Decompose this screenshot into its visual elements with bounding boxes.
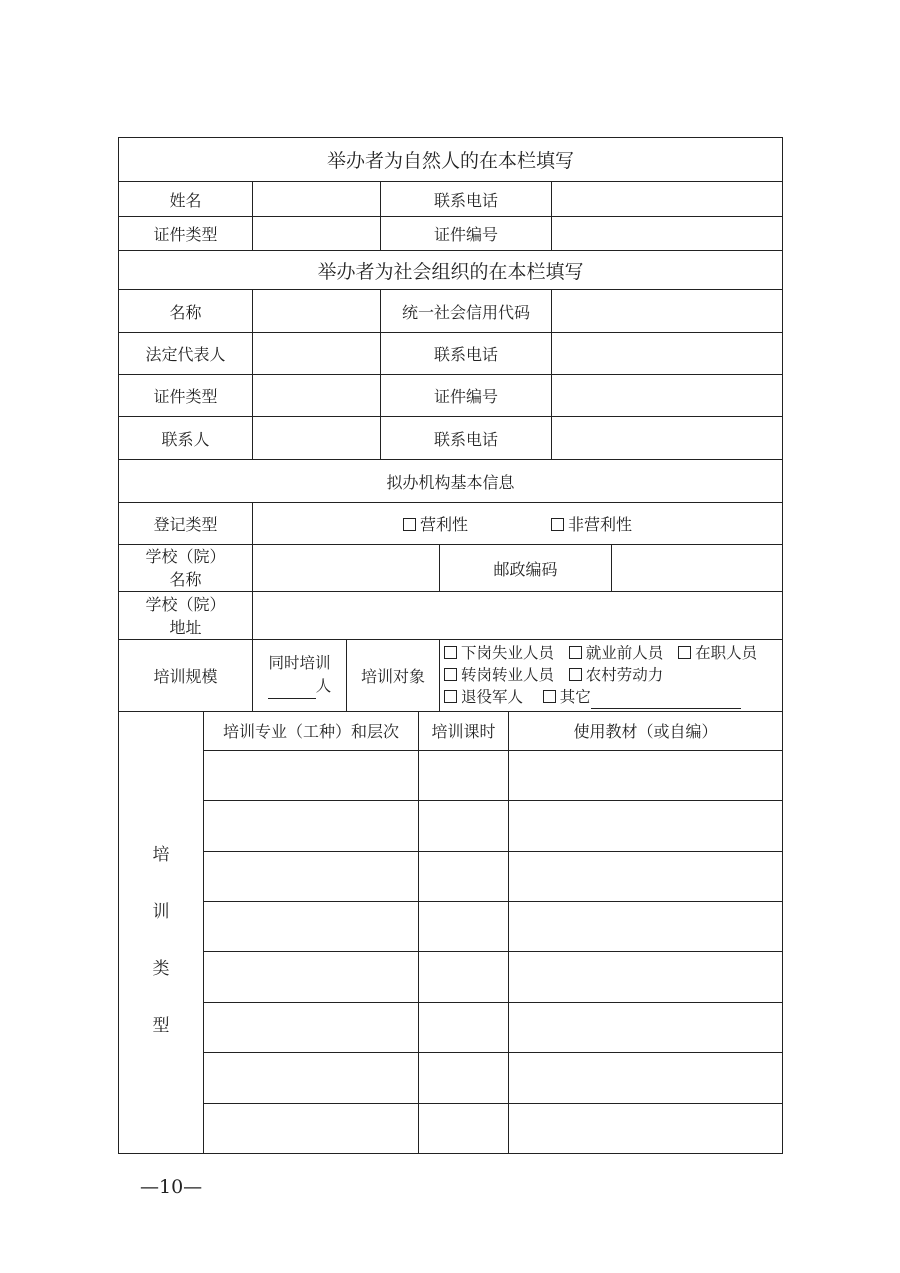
name-field[interactable]: [252, 182, 380, 216]
training-row: [204, 851, 782, 901]
concurrent-label: 同时培训: [268, 654, 331, 672]
non-profit-checkbox[interactable]: [551, 518, 564, 531]
org-title: 举办者为社会组织的在本栏填写: [317, 260, 584, 283]
training-row: [204, 800, 782, 850]
page-number: —10—: [140, 1176, 203, 1198]
training-grid: [204, 712, 782, 1153]
hours-cell[interactable]: [418, 1003, 508, 1052]
org-name-field[interactable]: [252, 290, 380, 332]
org-name-row: [119, 289, 782, 332]
training-row: [204, 1052, 782, 1102]
org-id-type-field[interactable]: [252, 375, 380, 416]
hours-cell[interactable]: [418, 1053, 508, 1102]
material-cell[interactable]: [508, 952, 782, 1001]
natural-name-row: [119, 181, 782, 216]
hours-cell[interactable]: [418, 801, 508, 850]
contact-field[interactable]: [252, 417, 380, 459]
target-option-job-transfer[interactable]: 转岗转业人员: [444, 666, 554, 684]
id-number-field[interactable]: [551, 217, 782, 250]
major-cell[interactable]: [204, 1003, 418, 1052]
target-option-rural-labor[interactable]: 农村劳动力: [569, 666, 664, 684]
hours-cell[interactable]: [418, 751, 508, 800]
org-name-label: 名称: [169, 302, 202, 322]
major-cell[interactable]: [204, 902, 418, 951]
training-row: [204, 951, 782, 1001]
org-phone-label: 联系电话: [380, 333, 551, 374]
id-number-label: 证件编号: [380, 217, 551, 250]
natural-person-title: 举办者为自然人的在本栏填写: [326, 150, 574, 172]
school-name-field[interactable]: [252, 545, 439, 591]
material-cell[interactable]: [508, 801, 782, 850]
school-name-row: [119, 544, 782, 591]
org-id-number-field[interactable]: [551, 375, 782, 416]
training-grid-header: [204, 712, 782, 750]
school-addr-label: 学校（院） 地址: [145, 594, 226, 637]
training-type-block: [119, 711, 782, 1153]
material-cell[interactable]: [508, 1053, 782, 1102]
school-name-label: 学校（院） 名称: [145, 547, 226, 589]
contact-label: 联系人: [161, 429, 210, 449]
target-option-employed[interactable]: 在职人员: [678, 644, 757, 662]
org-phone-field[interactable]: [551, 333, 782, 374]
target-label: 培训对象: [346, 640, 439, 711]
training-row: [204, 750, 782, 800]
org-id-row: [119, 374, 782, 416]
material-cell[interactable]: [508, 1104, 782, 1153]
institution-header-row: [119, 459, 782, 502]
scale-label: 培训规模: [153, 667, 218, 686]
credit-code-label: 统一社会信用代码: [380, 290, 551, 332]
postcode-label: 邮政编码: [439, 545, 611, 591]
postcode-field[interactable]: [611, 545, 782, 591]
phone-label: 联系电话: [380, 182, 551, 216]
name-label: 姓名: [169, 190, 202, 210]
school-addr-row: [119, 591, 782, 639]
col-hours-header: 培训课时: [418, 712, 508, 750]
scale-row: [119, 639, 782, 711]
other-target-field[interactable]: [591, 686, 741, 709]
hours-cell[interactable]: [418, 852, 508, 901]
major-cell[interactable]: [204, 1053, 418, 1102]
reg-type-row: [119, 502, 782, 544]
material-cell[interactable]: [508, 902, 782, 951]
institution-title: 拟办机构基本信息: [386, 472, 515, 492]
reg-type-options: [252, 503, 782, 544]
for-profit-checkbox[interactable]: [403, 518, 416, 531]
major-cell[interactable]: [204, 1104, 418, 1153]
contact-phone-field[interactable]: [551, 417, 782, 459]
col-major-header: 培训专业（工种）和层次: [222, 722, 399, 742]
application-form: [118, 137, 783, 1154]
target-options: [439, 640, 782, 711]
natural-person-header-row: [119, 138, 782, 181]
for-profit-option[interactable]: 营利性: [403, 515, 468, 534]
phone-field[interactable]: [551, 182, 782, 216]
concurrent-cell: 同时培训 人: [252, 640, 346, 711]
material-cell[interactable]: [508, 751, 782, 800]
concurrent-count-field[interactable]: [268, 675, 316, 699]
material-cell[interactable]: [508, 852, 782, 901]
org-header-row: [119, 250, 782, 289]
target-option-other[interactable]: 其它: [543, 688, 591, 706]
school-addr-field[interactable]: [252, 592, 782, 639]
legal-rep-field[interactable]: [252, 333, 380, 374]
target-option-pre-employment[interactable]: 就业前人员: [569, 644, 664, 662]
org-id-number-label: 证件编号: [380, 375, 551, 416]
reg-type-label: 登记类型: [153, 515, 218, 534]
major-cell[interactable]: [204, 952, 418, 1001]
non-profit-option[interactable]: 非营利性: [551, 515, 632, 534]
contact-row: [119, 416, 782, 459]
natural-id-row: [119, 216, 782, 250]
contact-phone-label: 联系电话: [380, 417, 551, 459]
hours-cell[interactable]: [418, 902, 508, 951]
hours-cell[interactable]: [418, 952, 508, 1001]
training-row: [204, 1103, 782, 1153]
major-cell[interactable]: [204, 801, 418, 850]
org-id-type-label: 证件类型: [153, 387, 218, 406]
major-cell[interactable]: [204, 751, 418, 800]
target-option-laid-off[interactable]: 下岗失业人员: [444, 644, 554, 662]
legal-rep-row: [119, 332, 782, 374]
id-type-field[interactable]: [252, 217, 380, 250]
major-cell[interactable]: [204, 852, 418, 901]
credit-code-field[interactable]: [551, 290, 782, 332]
training-row: [204, 901, 782, 951]
training-type-label: 培 训 类 型: [119, 712, 204, 1153]
col-material-header: 使用教材（或自编）: [508, 712, 782, 750]
training-row: [204, 1002, 782, 1052]
hours-cell[interactable]: [418, 1104, 508, 1153]
target-option-veterans[interactable]: 退役军人: [444, 688, 523, 706]
material-cell[interactable]: [508, 1003, 782, 1052]
id-type-label: 证件类型: [153, 225, 218, 244]
legal-rep-label: 法定代表人: [145, 345, 226, 364]
